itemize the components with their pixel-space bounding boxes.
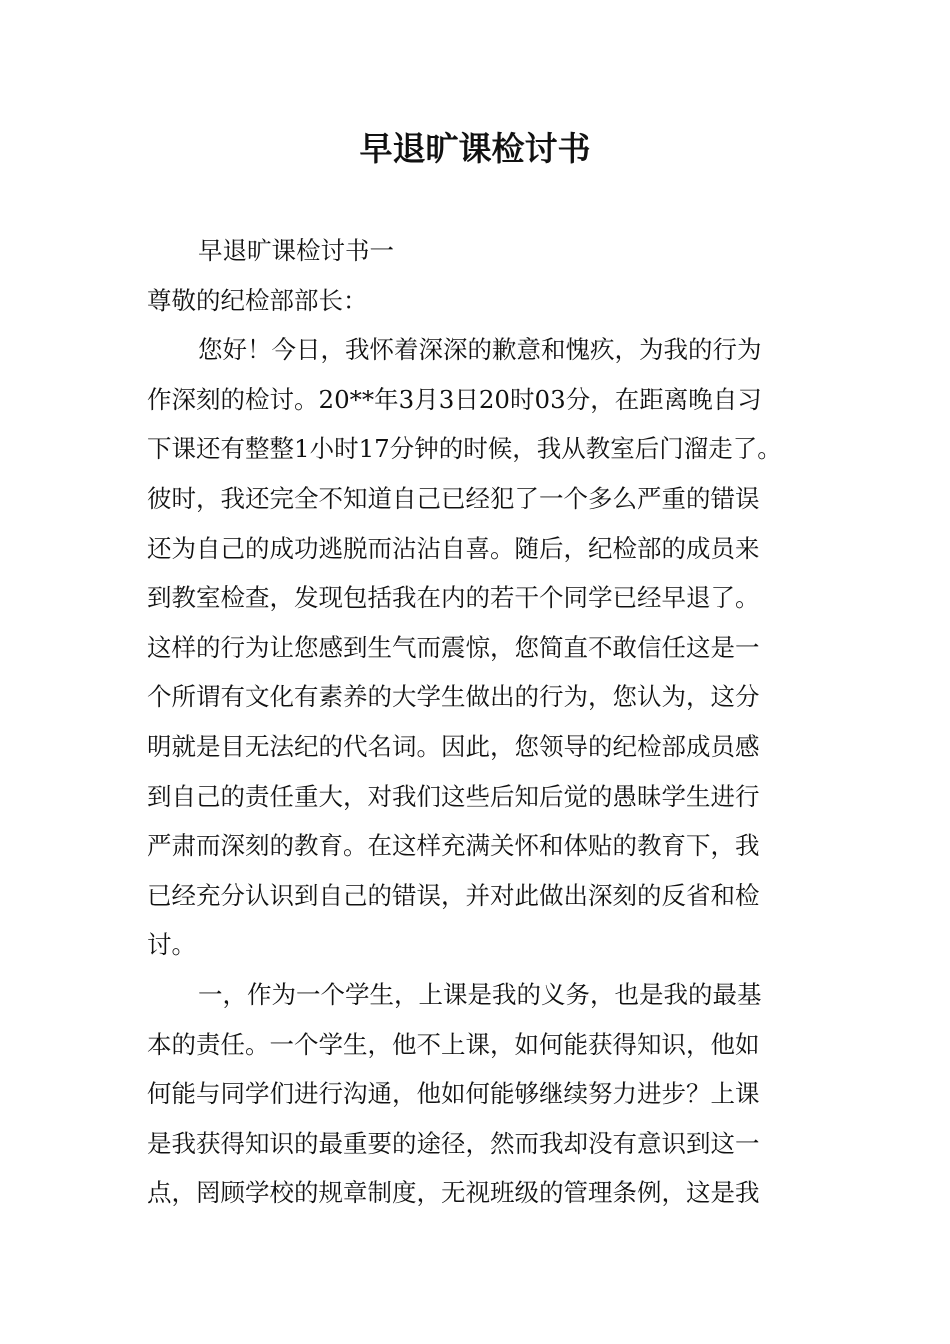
paragraph-line: 彼时，我还完全不知道自己已经犯了一个多么严重的错误 [147, 483, 760, 513]
paragraph-line: 作深刻的检讨。20**年3月3日20时03分，在距离晚自习 [147, 384, 762, 414]
document-body [147, 226, 823, 1218]
paragraph-line: 一，作为一个学生，上课是我的义务，也是我的最基 [198, 979, 762, 1009]
paragraph-line: 您好！今日，我怀着深深的歉意和愧疚，为我的行为 [198, 335, 762, 365]
paragraph-line: 已经充分认识到自己的错误，并对此做出深刻的反省和检 [147, 880, 760, 910]
paragraph-line: 明就是目无法纪的代名词。因此，您领导的纪检部成员感 [147, 731, 760, 761]
paragraph-line: 这样的行为让您感到生气而震惊，您简直不敢信任这是一 [147, 632, 760, 662]
paragraph-line: 严肃而深刻的教育。在这样充满关怀和体贴的教育下，我 [147, 831, 760, 861]
paragraph-line: 何能与同学们进行沟通，他如何能够继续努力进步？上课 [147, 1079, 760, 1109]
paragraph-line: 是我获得知识的最重要的途径，然而我却没有意识到这一 [147, 1128, 760, 1158]
paragraph-line: 个所谓有文化有素养的大学生做出的行为，您认为，这分 [147, 682, 760, 712]
subtitle-line: 早退旷课检讨书一 [198, 236, 394, 265]
paragraph-line: 本的责任。一个学生，他不上课，如何能获得知识，他如 [147, 1029, 760, 1059]
paragraph-line: 下课还有整整1小时17分钟的时候，我从教室后门溜走了。 [147, 434, 782, 464]
document-title: 早退旷课检讨书 [359, 129, 591, 168]
salutation-line: 尊敬的纪检部部长： [147, 285, 368, 315]
paragraph-line: 还为自己的成功逃脱而沾沾自喜。随后，纪检部的成员来 [147, 533, 760, 563]
paragraph-line: 讨。 [147, 930, 196, 960]
paragraph-line: 点，罔顾学校的规章制度，无视班级的管理条例，这是我 [147, 1178, 760, 1208]
paragraph-line: 到教室检查，发现包括我在内的若干个同学已经早退了。 [147, 583, 760, 613]
paragraph-line: 到自己的责任重大，对我们这些后知后觉的愚昧学生进行 [147, 781, 760, 811]
